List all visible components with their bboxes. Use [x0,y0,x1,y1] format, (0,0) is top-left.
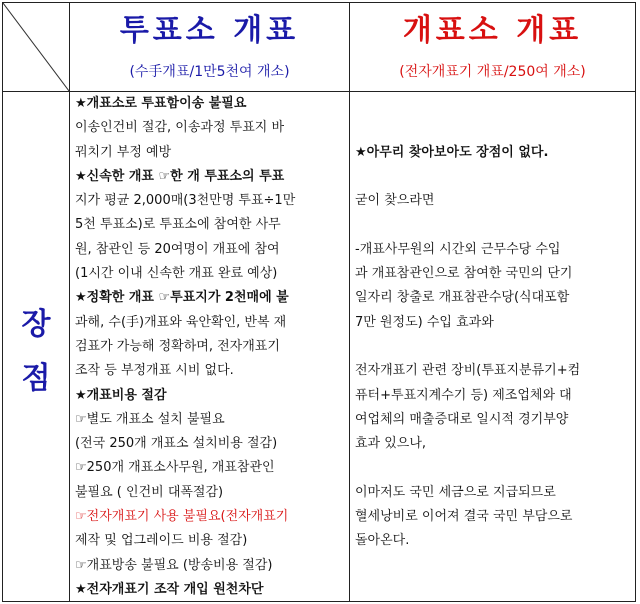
text-line: 이송인건비 절감, 이송과정 투표지 바 [75,120,285,136]
text-line [355,116,631,140]
text-line: ☞개표방송 불필요 (방송비용 절감) [75,557,273,573]
text-line: 제작 및 업그레이드 비용 절감) [75,533,248,549]
text-line: (1시간 이내 신속한 개표 완료 예상) [75,266,278,282]
right-column [355,92,631,554]
text-line: ★정확한 개표 ☞투표지가 2천매에 불 [75,290,289,306]
text-line: 지가 평균 2,000매(3천만명 투표÷1만 [75,193,296,209]
text-line: 검표가 가능해 정확하며, 전자개표기 [75,338,280,354]
left-column [75,92,345,602]
text-line: 굳이 찾으라면 [355,193,435,209]
text-line: 퓨터+투표지계수기 등) 제조업체와 대 [355,387,572,403]
left-header-title: 투표소 개표 [119,13,300,48]
text-line: ★개표비용 절감 [75,387,167,403]
right-header-subtitle: (전자개표기 개표/250여 개소) [399,64,586,80]
text-line [355,213,631,237]
text-line: 여업체의 매출증대로 일시적 경기부양 [355,411,569,427]
text-line: ★전자개표기 조작 개입 원천차단 [75,581,264,597]
text-line: -개표사무원의 시간외 근무수당 수입 [355,241,561,257]
text-line: 꿔치기 부정 예방 [75,144,172,160]
divider [69,3,70,601]
text-line: ★신속한 개표 ☞한 개 투표소의 투표 [75,168,285,184]
text-line: 불필요 ( 인건비 대폭절감) [75,484,224,500]
text-line: ★개표소로 투표함이송 불필요 [75,96,247,111]
text-line: 효과 있으나, [355,436,427,452]
text-line: ☞전자개표기 사용 불필요(전자개표기 [75,509,289,525]
text-line [355,456,631,480]
text-line: (전국 250개 개표소 설치비용 절감) [75,436,278,452]
text-line: 돌아온다. [355,533,410,549]
text-line: 일자리 창출로 개표참관수당(식대포함 [355,290,570,306]
text-line: 조작 등 부정개표 시비 없다. [75,363,234,379]
corner-diagonal [3,3,69,91]
text-line [355,335,631,359]
text-line [355,92,631,116]
text-line: 전자개표기 관련 장비(투표지분류기+컴 [355,363,581,379]
left-header-subtitle: (수手개표/1만5천여 개소) [129,64,290,80]
text-line: 5천 투표소)로 투표소에 참여한 사무 [75,217,281,233]
text-line: 과해, 수(手)개표와 육안확인, 반복 재 [75,314,287,330]
text-line: 혈세낭비로 이어져 결국 국민 부담으로 [355,509,573,525]
comparison-table [2,2,636,602]
text-line [355,165,631,189]
row-label-char: 점 [21,361,51,396]
text-line: ☞250개 개표소사무원, 개표참관인 [75,460,275,476]
text-line: 과 개표참관인으로 참여한 국민의 단기 [355,266,573,282]
text-line: 이마저도 국민 세금으로 지급되므로 [355,484,556,500]
row-label-char: 장 [21,307,51,342]
right-header-title: 개표소 개표 [402,13,583,48]
text-line: 원, 참관인 등 20여명이 개표에 참여 [75,241,280,257]
text-line: 7만 원정도) 수입 효과와 [355,314,494,330]
text-line: ☞별도 개표소 설치 불필요 [75,411,225,427]
text-line: ★아무리 찾아보아도 장점이 없다. [355,144,549,160]
divider [349,3,350,601]
